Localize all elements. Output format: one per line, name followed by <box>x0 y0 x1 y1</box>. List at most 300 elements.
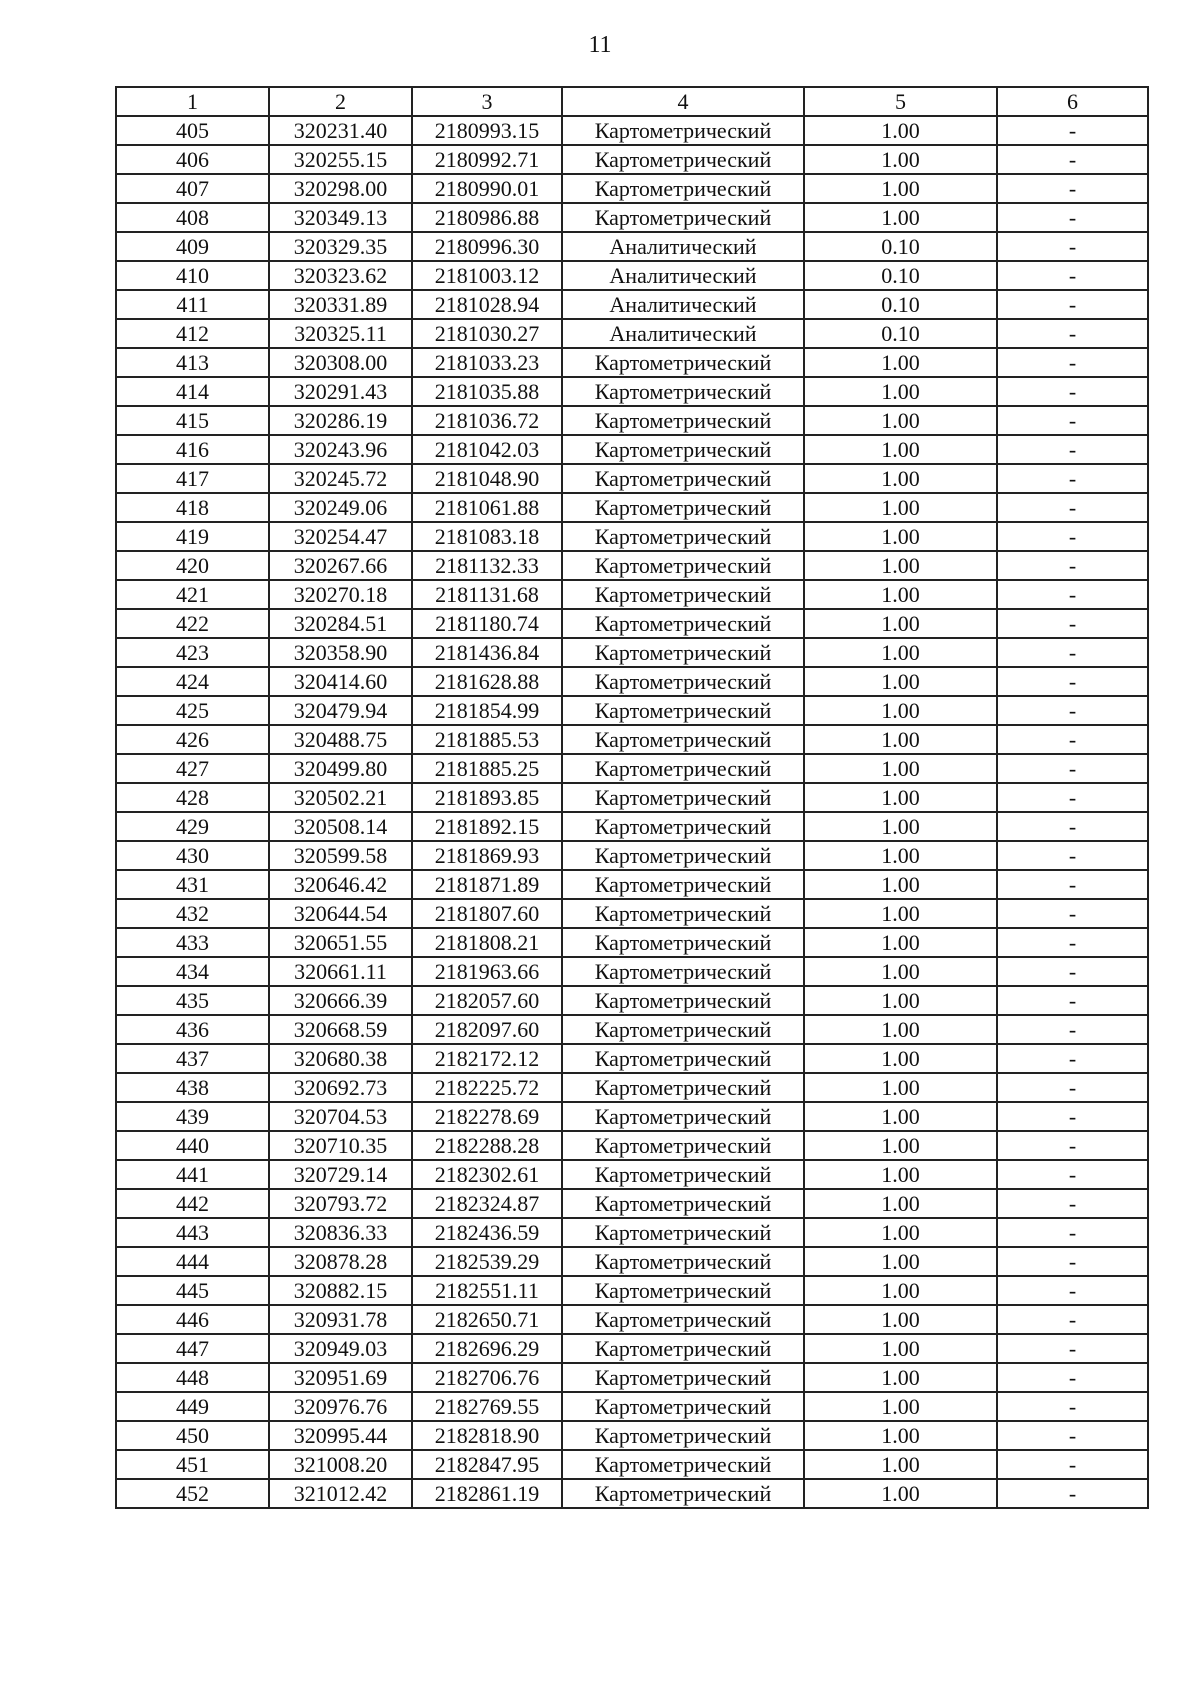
table-row <box>116 493 1148 522</box>
table-row <box>116 1479 1148 1508</box>
accuracy-cell: 1.00 <box>804 1073 997 1102</box>
method-cell: Картометрический <box>562 841 804 870</box>
table-row <box>116 145 1148 174</box>
x-coordinate-cell: 320243.96 <box>269 435 412 464</box>
accuracy-cell: 1.00 <box>804 638 997 667</box>
method-cell: Картометрический <box>562 522 804 551</box>
note-cell: - <box>997 145 1148 174</box>
accuracy-cell: 1.00 <box>804 1044 997 1073</box>
method-cell: Картометрический <box>562 580 804 609</box>
accuracy-cell: 1.00 <box>804 145 997 174</box>
note-cell: - <box>997 377 1148 406</box>
y-coordinate-cell: 2181030.27 <box>412 319 562 348</box>
x-coordinate-cell: 320255.15 <box>269 145 412 174</box>
y-coordinate-cell: 2181869.93 <box>412 841 562 870</box>
accuracy-cell: 0.10 <box>804 261 997 290</box>
table-row <box>116 1334 1148 1363</box>
point-number-cell: 422 <box>116 609 269 638</box>
note-cell: - <box>997 1102 1148 1131</box>
y-coordinate-cell: 2181180.74 <box>412 609 562 638</box>
x-coordinate-cell: 320931.78 <box>269 1305 412 1334</box>
table-row <box>116 725 1148 754</box>
method-cell: Картометрический <box>562 1363 804 1392</box>
y-coordinate-cell: 2182818.90 <box>412 1421 562 1450</box>
accuracy-cell: 1.00 <box>804 812 997 841</box>
y-coordinate-cell: 2182706.76 <box>412 1363 562 1392</box>
point-number-cell: 424 <box>116 667 269 696</box>
y-coordinate-cell: 2181033.23 <box>412 348 562 377</box>
table-row <box>116 1392 1148 1421</box>
method-cell: Картометрический <box>562 1015 804 1044</box>
note-cell: - <box>997 783 1148 812</box>
note-cell: - <box>997 812 1148 841</box>
table-row <box>116 580 1148 609</box>
method-cell: Картометрический <box>562 174 804 203</box>
method-cell: Картометрический <box>562 1479 804 1508</box>
x-coordinate-cell: 320325.11 <box>269 319 412 348</box>
note-cell: - <box>997 406 1148 435</box>
y-coordinate-cell: 2181892.15 <box>412 812 562 841</box>
x-coordinate-cell: 320298.00 <box>269 174 412 203</box>
note-cell: - <box>997 667 1148 696</box>
method-cell: Картометрический <box>562 870 804 899</box>
x-coordinate-cell: 320793.72 <box>269 1189 412 1218</box>
accuracy-cell: 1.00 <box>804 406 997 435</box>
note-cell: - <box>997 348 1148 377</box>
point-number-cell: 448 <box>116 1363 269 1392</box>
note-cell: - <box>997 1305 1148 1334</box>
x-coordinate-cell: 320323.62 <box>269 261 412 290</box>
point-number-cell: 416 <box>116 435 269 464</box>
x-coordinate-cell: 321012.42 <box>269 1479 412 1508</box>
method-cell: Картометрический <box>562 1450 804 1479</box>
accuracy-cell: 1.00 <box>804 667 997 696</box>
note-cell: - <box>997 464 1148 493</box>
point-number-cell: 434 <box>116 957 269 986</box>
table-row <box>116 986 1148 1015</box>
x-coordinate-cell: 320704.53 <box>269 1102 412 1131</box>
accuracy-cell: 1.00 <box>804 203 997 232</box>
method-cell: Картометрический <box>562 1305 804 1334</box>
table-row <box>116 348 1148 377</box>
point-number-cell: 429 <box>116 812 269 841</box>
point-number-cell: 430 <box>116 841 269 870</box>
method-cell: Аналитический <box>562 319 804 348</box>
table-row <box>116 1363 1148 1392</box>
point-number-cell: 452 <box>116 1479 269 1508</box>
table-row <box>116 464 1148 493</box>
y-coordinate-cell: 2181061.88 <box>412 493 562 522</box>
method-cell: Картометрический <box>562 1392 804 1421</box>
point-number-cell: 413 <box>116 348 269 377</box>
table-row <box>116 638 1148 667</box>
x-coordinate-cell: 320836.33 <box>269 1218 412 1247</box>
x-coordinate-cell: 320270.18 <box>269 580 412 609</box>
accuracy-cell: 1.00 <box>804 870 997 899</box>
point-number-cell: 444 <box>116 1247 269 1276</box>
method-cell: Картометрический <box>562 638 804 667</box>
point-number-cell: 427 <box>116 754 269 783</box>
table-body <box>116 116 1148 1508</box>
x-coordinate-cell: 320349.13 <box>269 203 412 232</box>
method-cell: Картометрический <box>562 145 804 174</box>
method-cell: Аналитический <box>562 232 804 261</box>
point-number-cell: 418 <box>116 493 269 522</box>
method-cell: Картометрический <box>562 812 804 841</box>
x-coordinate-cell: 320254.47 <box>269 522 412 551</box>
table-row <box>116 319 1148 348</box>
y-coordinate-cell: 2181885.53 <box>412 725 562 754</box>
y-coordinate-cell: 2182650.71 <box>412 1305 562 1334</box>
note-cell: - <box>997 1160 1148 1189</box>
x-coordinate-cell: 320666.39 <box>269 986 412 1015</box>
header-cell-col-5: 5 <box>804 87 997 116</box>
point-number-cell: 433 <box>116 928 269 957</box>
accuracy-cell: 1.00 <box>804 1247 997 1276</box>
x-coordinate-cell: 320878.28 <box>269 1247 412 1276</box>
x-coordinate-cell: 320651.55 <box>269 928 412 957</box>
y-coordinate-cell: 2182278.69 <box>412 1102 562 1131</box>
x-coordinate-cell: 320284.51 <box>269 609 412 638</box>
x-coordinate-cell: 320951.69 <box>269 1363 412 1392</box>
method-cell: Картометрический <box>562 1247 804 1276</box>
method-cell: Картометрический <box>562 116 804 145</box>
accuracy-cell: 1.00 <box>804 696 997 725</box>
point-number-cell: 437 <box>116 1044 269 1073</box>
point-number-cell: 420 <box>116 551 269 580</box>
note-cell: - <box>997 580 1148 609</box>
note-cell: - <box>997 696 1148 725</box>
note-cell: - <box>997 1450 1148 1479</box>
point-number-cell: 432 <box>116 899 269 928</box>
table-row <box>116 1015 1148 1044</box>
accuracy-cell: 1.00 <box>804 435 997 464</box>
note-cell: - <box>997 1276 1148 1305</box>
table-row <box>116 551 1148 580</box>
note-cell: - <box>997 638 1148 667</box>
y-coordinate-cell: 2181083.18 <box>412 522 562 551</box>
table-row <box>116 667 1148 696</box>
point-number-cell: 440 <box>116 1131 269 1160</box>
note-cell: - <box>997 899 1148 928</box>
method-cell: Картометрический <box>562 986 804 1015</box>
x-coordinate-cell: 320331.89 <box>269 290 412 319</box>
y-coordinate-cell: 2181132.33 <box>412 551 562 580</box>
y-coordinate-cell: 2181028.94 <box>412 290 562 319</box>
table-row <box>116 783 1148 812</box>
accuracy-cell: 1.00 <box>804 551 997 580</box>
header-cell-col-4: 4 <box>562 87 804 116</box>
note-cell: - <box>997 609 1148 638</box>
x-coordinate-cell: 320414.60 <box>269 667 412 696</box>
method-cell: Картометрический <box>562 1334 804 1363</box>
page-number: 11 <box>588 32 612 58</box>
method-cell: Картометрический <box>562 899 804 928</box>
x-coordinate-cell: 320231.40 <box>269 116 412 145</box>
x-coordinate-cell: 320499.80 <box>269 754 412 783</box>
y-coordinate-cell: 2181036.72 <box>412 406 562 435</box>
note-cell: - <box>997 1247 1148 1276</box>
table-row <box>116 435 1148 464</box>
method-cell: Картометрический <box>562 1102 804 1131</box>
note-cell: - <box>997 261 1148 290</box>
method-cell: Картометрический <box>562 609 804 638</box>
method-cell: Картометрический <box>562 1073 804 1102</box>
table-row <box>116 1421 1148 1450</box>
note-cell: - <box>997 1189 1148 1218</box>
method-cell: Картометрический <box>562 203 804 232</box>
method-cell: Картометрический <box>562 551 804 580</box>
method-cell: Картометрический <box>562 464 804 493</box>
accuracy-cell: 1.00 <box>804 464 997 493</box>
x-coordinate-cell: 320291.43 <box>269 377 412 406</box>
accuracy-cell: 1.00 <box>804 348 997 377</box>
note-cell: - <box>997 203 1148 232</box>
method-cell: Картометрический <box>562 957 804 986</box>
table-row <box>116 1189 1148 1218</box>
table-row <box>116 754 1148 783</box>
accuracy-cell: 1.00 <box>804 1160 997 1189</box>
method-cell: Аналитический <box>562 261 804 290</box>
method-cell: Картометрический <box>562 783 804 812</box>
point-number-cell: 411 <box>116 290 269 319</box>
x-coordinate-cell: 320286.19 <box>269 406 412 435</box>
point-number-cell: 447 <box>116 1334 269 1363</box>
note-cell: - <box>997 957 1148 986</box>
accuracy-cell: 1.00 <box>804 1392 997 1421</box>
method-cell: Картометрический <box>562 1131 804 1160</box>
point-number-cell: 408 <box>116 203 269 232</box>
point-number-cell: 405 <box>116 116 269 145</box>
accuracy-cell: 1.00 <box>804 1450 997 1479</box>
y-coordinate-cell: 2182225.72 <box>412 1073 562 1102</box>
table-row <box>116 377 1148 406</box>
point-number-cell: 443 <box>116 1218 269 1247</box>
point-number-cell: 414 <box>116 377 269 406</box>
note-cell: - <box>997 551 1148 580</box>
x-coordinate-cell: 320710.35 <box>269 1131 412 1160</box>
x-coordinate-cell: 320644.54 <box>269 899 412 928</box>
point-number-cell: 419 <box>116 522 269 551</box>
note-cell: - <box>997 1363 1148 1392</box>
y-coordinate-cell: 2181042.03 <box>412 435 562 464</box>
point-number-cell: 421 <box>116 580 269 609</box>
accuracy-cell: 1.00 <box>804 1421 997 1450</box>
method-cell: Картометрический <box>562 406 804 435</box>
x-coordinate-cell: 320245.72 <box>269 464 412 493</box>
method-cell: Картометрический <box>562 1218 804 1247</box>
table-row <box>116 928 1148 957</box>
y-coordinate-cell: 2181807.60 <box>412 899 562 928</box>
y-coordinate-cell: 2181436.84 <box>412 638 562 667</box>
y-coordinate-cell: 2180986.88 <box>412 203 562 232</box>
point-number-cell: 435 <box>116 986 269 1015</box>
method-cell: Картометрический <box>562 1421 804 1450</box>
y-coordinate-cell: 2182172.12 <box>412 1044 562 1073</box>
x-coordinate-cell: 320358.90 <box>269 638 412 667</box>
y-coordinate-cell: 2180993.15 <box>412 116 562 145</box>
table-row <box>116 232 1148 261</box>
point-number-cell: 423 <box>116 638 269 667</box>
table-row <box>116 116 1148 145</box>
point-number-cell: 417 <box>116 464 269 493</box>
accuracy-cell: 1.00 <box>804 1189 997 1218</box>
accuracy-cell: 1.00 <box>804 754 997 783</box>
accuracy-cell: 1.00 <box>804 1218 997 1247</box>
point-number-cell: 425 <box>116 696 269 725</box>
y-coordinate-cell: 2180992.71 <box>412 145 562 174</box>
x-coordinate-cell: 320329.35 <box>269 232 412 261</box>
accuracy-cell: 1.00 <box>804 899 997 928</box>
x-coordinate-cell: 321008.20 <box>269 1450 412 1479</box>
method-cell: Картометрический <box>562 348 804 377</box>
accuracy-cell: 0.10 <box>804 290 997 319</box>
note-cell: - <box>997 928 1148 957</box>
accuracy-cell: 1.00 <box>804 522 997 551</box>
point-number-cell: 451 <box>116 1450 269 1479</box>
note-cell: - <box>997 870 1148 899</box>
x-coordinate-cell: 320692.73 <box>269 1073 412 1102</box>
accuracy-cell: 1.00 <box>804 725 997 754</box>
note-cell: - <box>997 435 1148 464</box>
method-cell: Картометрический <box>562 754 804 783</box>
point-number-cell: 409 <box>116 232 269 261</box>
y-coordinate-cell: 2181628.88 <box>412 667 562 696</box>
table-row <box>116 290 1148 319</box>
note-cell: - <box>997 725 1148 754</box>
accuracy-cell: 1.00 <box>804 1102 997 1131</box>
method-cell: Картометрический <box>562 435 804 464</box>
x-coordinate-cell: 320502.21 <box>269 783 412 812</box>
method-cell: Картометрический <box>562 667 804 696</box>
note-cell: - <box>997 1479 1148 1508</box>
table-row <box>116 1218 1148 1247</box>
accuracy-cell: 1.00 <box>804 928 997 957</box>
method-cell: Картометрический <box>562 1044 804 1073</box>
table-row <box>116 957 1148 986</box>
table-row <box>116 609 1148 638</box>
x-coordinate-cell: 320508.14 <box>269 812 412 841</box>
table-row <box>116 899 1148 928</box>
note-cell: - <box>997 841 1148 870</box>
note-cell: - <box>997 754 1148 783</box>
x-coordinate-cell: 320729.14 <box>269 1160 412 1189</box>
y-coordinate-cell: 2181035.88 <box>412 377 562 406</box>
table-row <box>116 1160 1148 1189</box>
accuracy-cell: 1.00 <box>804 783 997 812</box>
point-number-cell: 449 <box>116 1392 269 1421</box>
point-number-cell: 438 <box>116 1073 269 1102</box>
table-row <box>116 841 1148 870</box>
accuracy-cell: 1.00 <box>804 1276 997 1305</box>
y-coordinate-cell: 2181048.90 <box>412 464 562 493</box>
y-coordinate-cell: 2181808.21 <box>412 928 562 957</box>
note-cell: - <box>997 522 1148 551</box>
x-coordinate-cell: 320488.75 <box>269 725 412 754</box>
accuracy-cell: 1.00 <box>804 1479 997 1508</box>
y-coordinate-cell: 2182436.59 <box>412 1218 562 1247</box>
note-cell: - <box>997 1334 1148 1363</box>
x-coordinate-cell: 320599.58 <box>269 841 412 870</box>
note-cell: - <box>997 1218 1148 1247</box>
point-number-cell: 412 <box>116 319 269 348</box>
note-cell: - <box>997 1073 1148 1102</box>
accuracy-cell: 1.00 <box>804 493 997 522</box>
note-cell: - <box>997 232 1148 261</box>
y-coordinate-cell: 2181963.66 <box>412 957 562 986</box>
table-row <box>116 870 1148 899</box>
table-row <box>116 1305 1148 1334</box>
table-row <box>116 812 1148 841</box>
header-row <box>116 87 1148 116</box>
point-number-cell: 428 <box>116 783 269 812</box>
header-cell-col-2: 2 <box>269 87 412 116</box>
y-coordinate-cell: 2180996.30 <box>412 232 562 261</box>
accuracy-cell: 1.00 <box>804 1305 997 1334</box>
note-cell: - <box>997 116 1148 145</box>
method-cell: Картометрический <box>562 725 804 754</box>
note-cell: - <box>997 1015 1148 1044</box>
y-coordinate-cell: 2182539.29 <box>412 1247 562 1276</box>
x-coordinate-cell: 320661.11 <box>269 957 412 986</box>
method-cell: Картометрический <box>562 377 804 406</box>
accuracy-cell: 1.00 <box>804 986 997 1015</box>
method-cell: Картометрический <box>562 928 804 957</box>
table-row <box>116 1276 1148 1305</box>
table-row <box>116 406 1148 435</box>
method-cell: Аналитический <box>562 290 804 319</box>
x-coordinate-cell: 320267.66 <box>269 551 412 580</box>
method-cell: Картометрический <box>562 696 804 725</box>
table-row <box>116 203 1148 232</box>
y-coordinate-cell: 2182861.19 <box>412 1479 562 1508</box>
note-cell: - <box>997 290 1148 319</box>
method-cell: Картометрический <box>562 1189 804 1218</box>
x-coordinate-cell: 320646.42 <box>269 870 412 899</box>
note-cell: - <box>997 319 1148 348</box>
table-row <box>116 1450 1148 1479</box>
y-coordinate-cell: 2182769.55 <box>412 1392 562 1421</box>
table-row <box>116 1102 1148 1131</box>
point-number-cell: 415 <box>116 406 269 435</box>
accuracy-cell: 1.00 <box>804 174 997 203</box>
table-row <box>116 522 1148 551</box>
y-coordinate-cell: 2181131.68 <box>412 580 562 609</box>
x-coordinate-cell: 320949.03 <box>269 1334 412 1363</box>
accuracy-cell: 1.00 <box>804 377 997 406</box>
x-coordinate-cell: 320308.00 <box>269 348 412 377</box>
note-cell: - <box>997 174 1148 203</box>
point-number-cell: 436 <box>116 1015 269 1044</box>
note-cell: - <box>997 986 1148 1015</box>
y-coordinate-cell: 2181893.85 <box>412 783 562 812</box>
point-number-cell: 441 <box>116 1160 269 1189</box>
accuracy-cell: 1.00 <box>804 116 997 145</box>
table-row <box>116 1044 1148 1073</box>
point-number-cell: 445 <box>116 1276 269 1305</box>
note-cell: - <box>997 1392 1148 1421</box>
note-cell: - <box>997 1131 1148 1160</box>
method-cell: Картометрический <box>562 1276 804 1305</box>
x-coordinate-cell: 320479.94 <box>269 696 412 725</box>
method-cell: Картометрический <box>562 493 804 522</box>
x-coordinate-cell: 320680.38 <box>269 1044 412 1073</box>
y-coordinate-cell: 2182696.29 <box>412 1334 562 1363</box>
table-header <box>116 87 1148 116</box>
y-coordinate-cell: 2182324.87 <box>412 1189 562 1218</box>
x-coordinate-cell: 320995.44 <box>269 1421 412 1450</box>
point-number-cell: 446 <box>116 1305 269 1334</box>
